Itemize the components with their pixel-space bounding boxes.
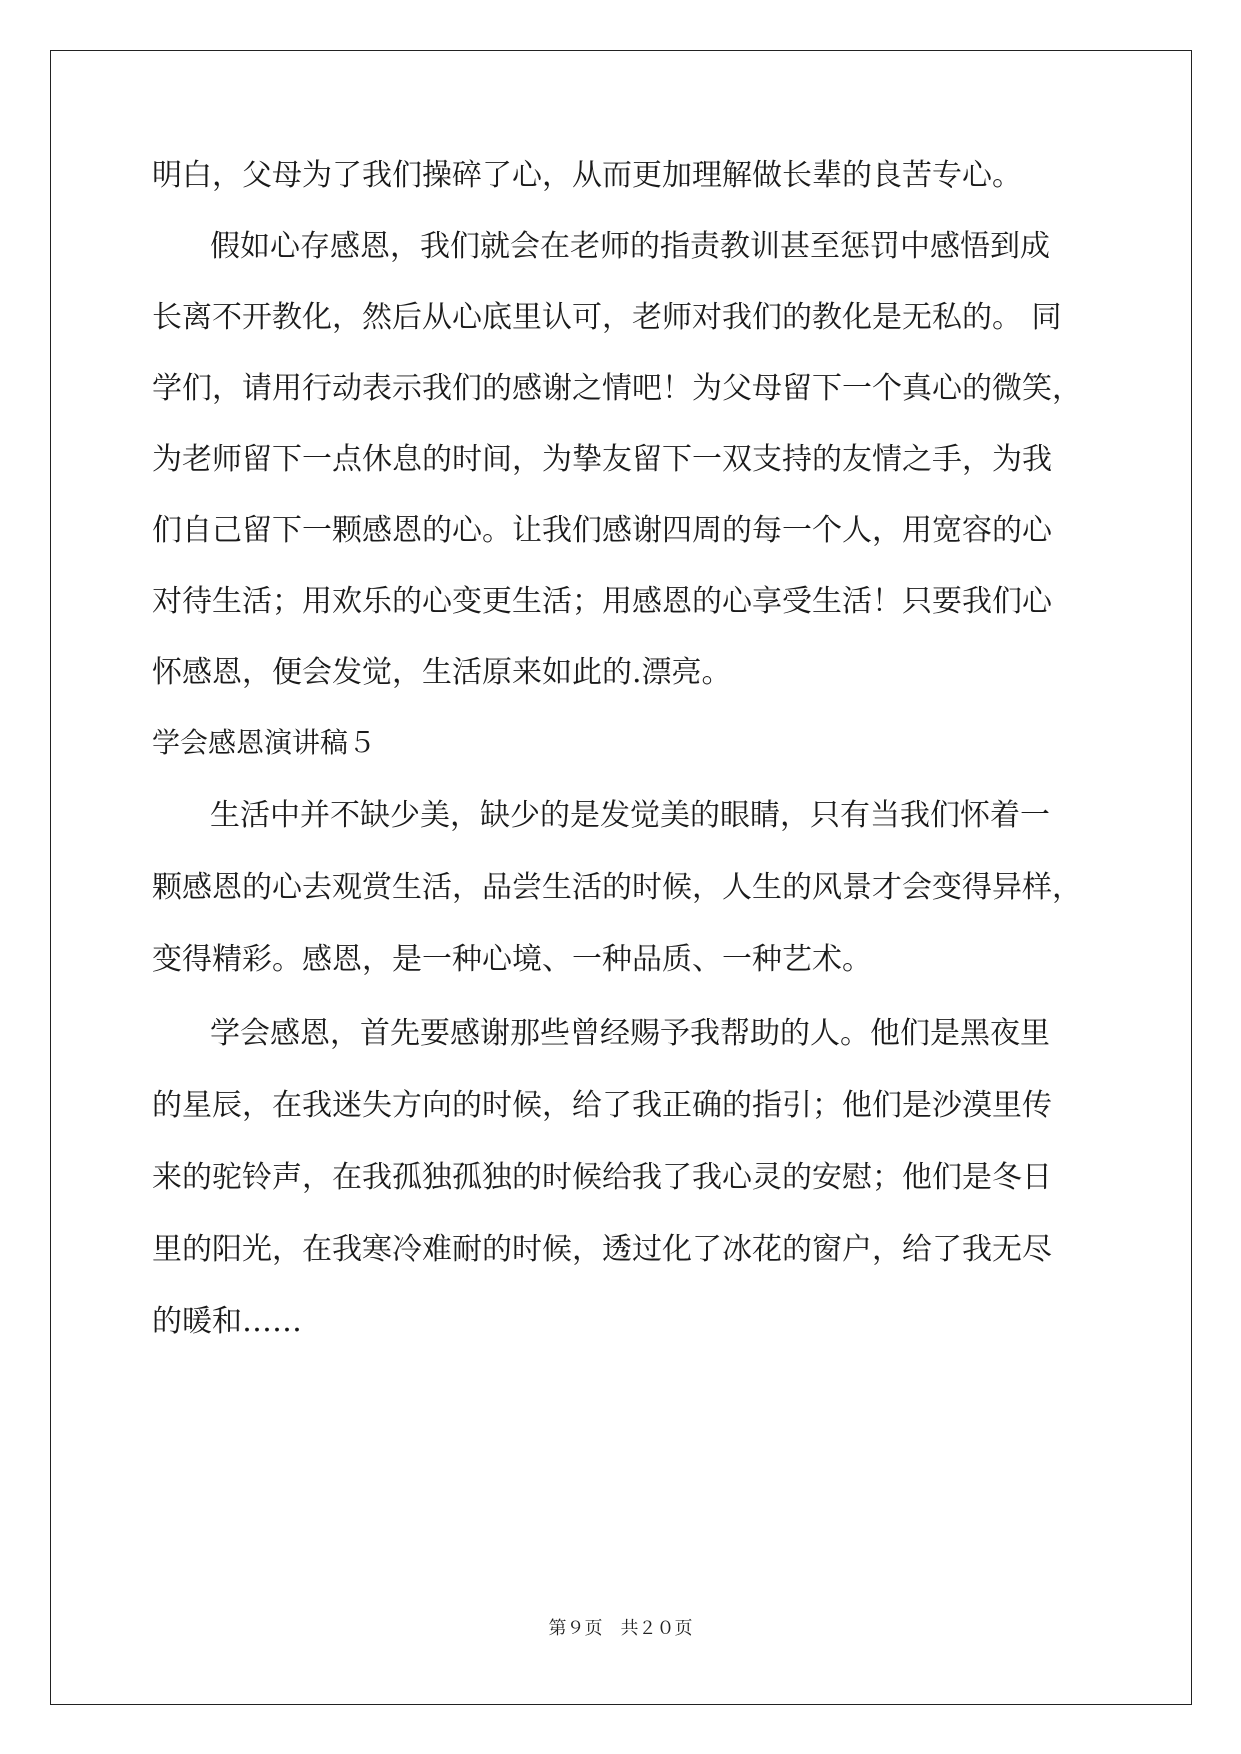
text-line: 学们，请用行动表示我们的感谢之情吧！为父母留下一个真心的微笑，: [152, 371, 1082, 406]
text-line: 怀感恩，便会发觉，生活原来如此的.漂亮。: [152, 655, 732, 690]
paragraph-first-line: 学会感恩，首先要感谢那些曾经赐予我帮助的人。他们是黑夜里: [210, 1016, 1050, 1051]
text-line: 的暖和……: [152, 1304, 302, 1339]
text-line: 的星辰，在我迷失方向的时候，给了我正确的指引；他们是沙漠里传: [152, 1088, 1052, 1123]
text-line: 来的驼铃声，在我孤独孤独的时候给我了我心灵的安慰；他们是冬日: [152, 1160, 1052, 1195]
text-line: 明白，父母为了我们操碎了心，从而更加理解做长辈的良苦专心。: [152, 158, 1022, 193]
page-number-label: 第９页 共２０页: [548, 1618, 693, 1639]
page-footer: [0, 1618, 1241, 1640]
paragraph-first-line: 生活中并不缺少美，缺少的是发觉美的眼睛，只有当我们怀着一: [210, 798, 1050, 833]
text-line: 里的阳光，在我寒冷难耐的时候，透过化了冰花的窗户，给了我无尽: [152, 1232, 1052, 1267]
text-line: 对待生活；用欢乐的心变更生活；用感恩的心享受生活！只要我们心: [152, 584, 1052, 619]
paragraph-first-line: 假如心存感恩，我们就会在老师的指责教训甚至惩罚中感悟到成: [210, 229, 1050, 264]
text-line: 为老师留下一点休息的时间，为挚友留下一双支持的友情之手，为我: [152, 442, 1052, 477]
section-heading: 学会感恩演讲稿５: [152, 726, 377, 759]
text-line: 长离不开教化，然后从心底里认可，老师对我们的教化是无私的。 同: [152, 300, 1062, 335]
text-line: 们自己留下一颗感恩的心。让我们感谢四周的每一个人，用宽容的心: [152, 513, 1052, 548]
text-line: 变得精彩。感恩，是一种心境、一种品质、一种艺术。: [152, 942, 872, 977]
text-line: 颗感恩的心去观赏生活，品尝生活的时候，人生的风景才会变得异样，: [152, 870, 1082, 905]
